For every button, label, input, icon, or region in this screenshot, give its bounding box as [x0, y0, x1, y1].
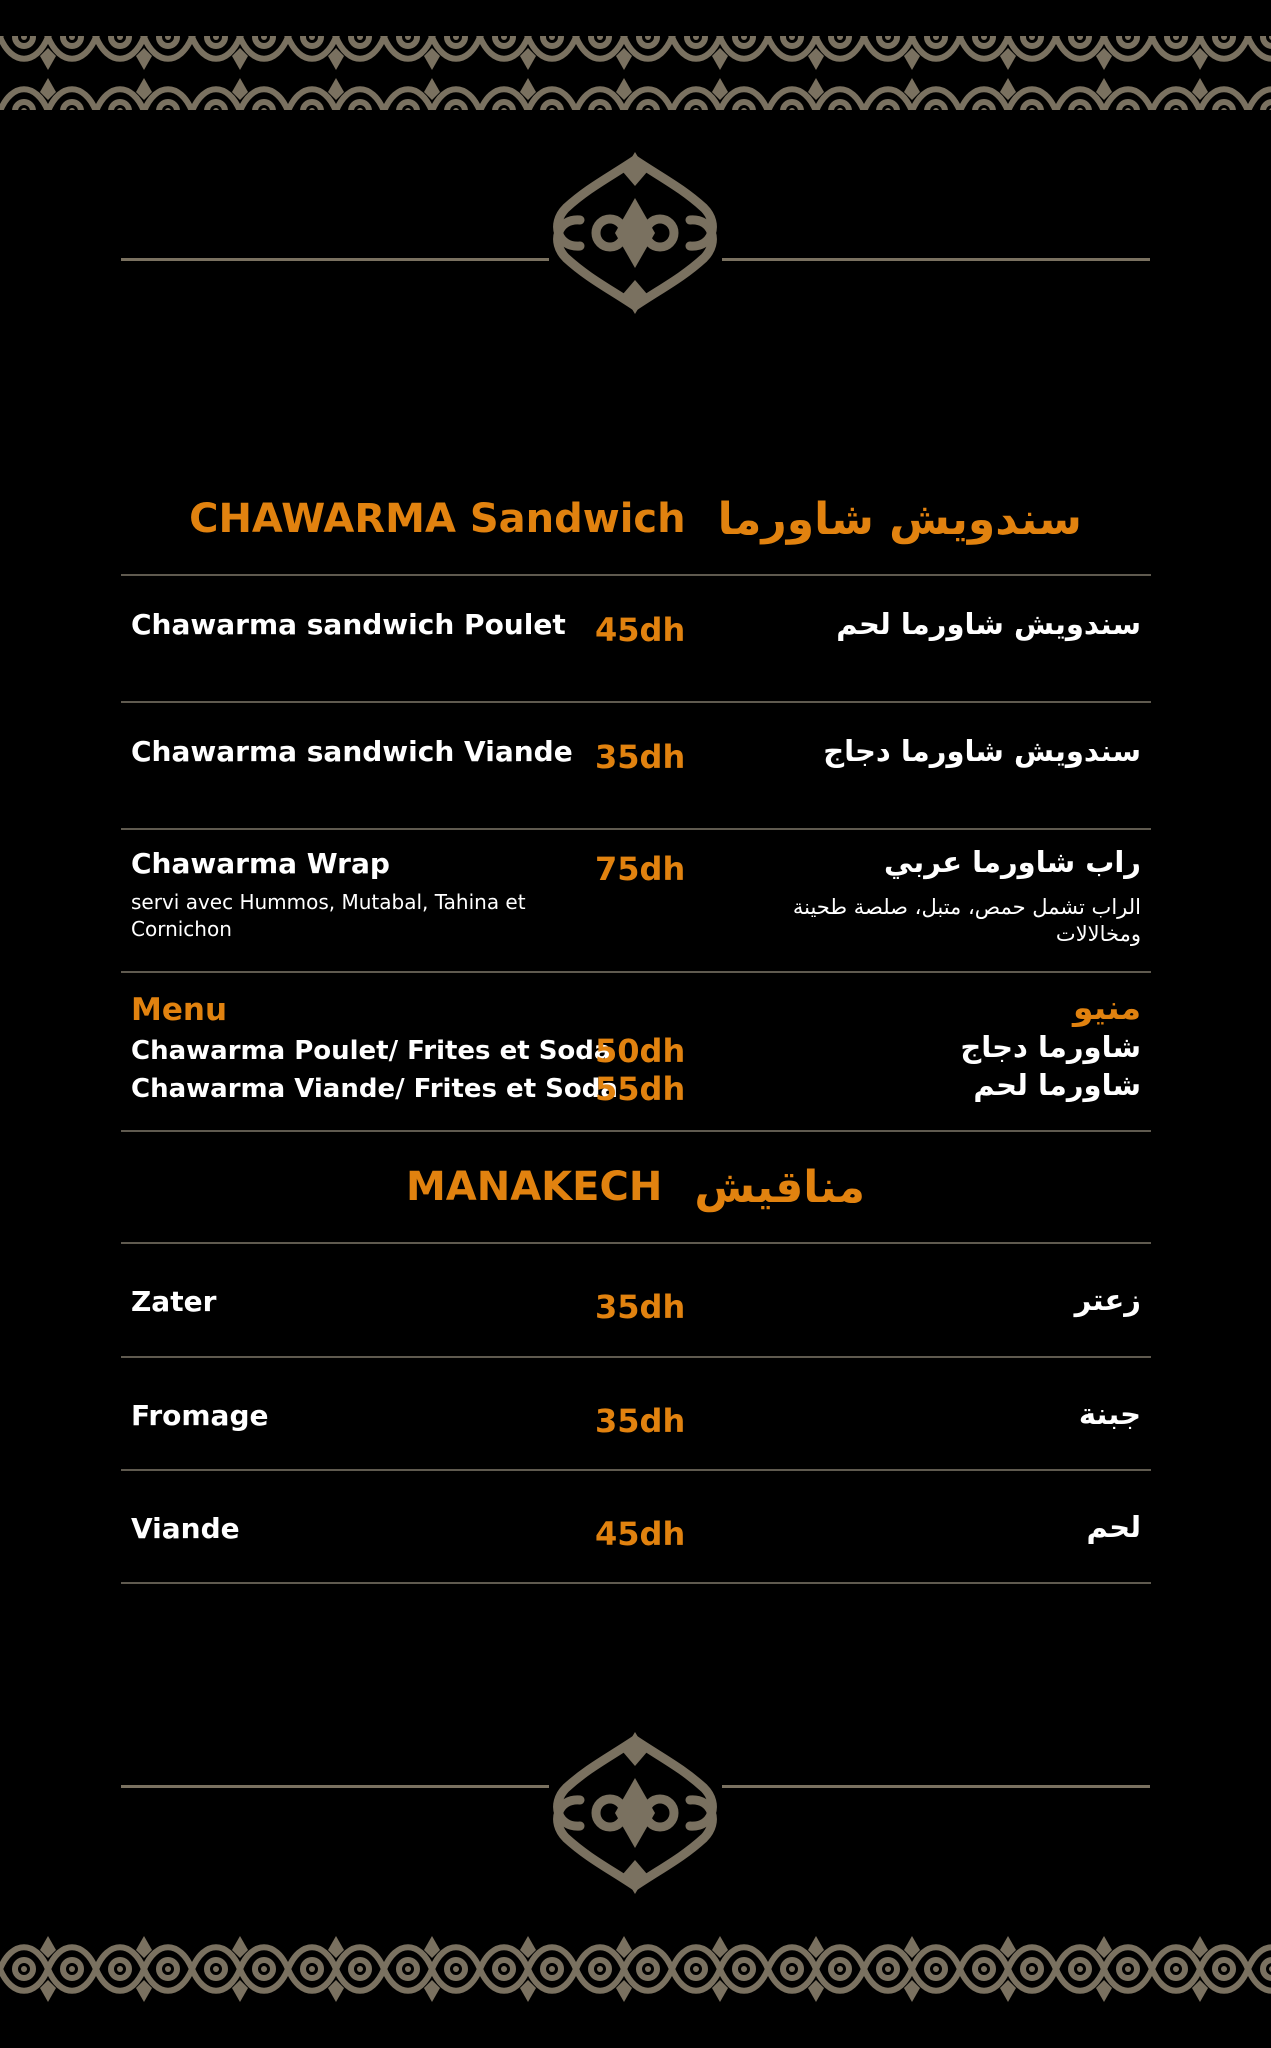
menu-label-fr: Menu — [131, 992, 228, 1028]
item-price: 35dh — [595, 1288, 686, 1326]
menu-item-row — [121, 575, 1151, 701]
top-ornament-line-right — [722, 258, 1150, 261]
chawarma-title-ar: سندويش شاورما — [717, 493, 1082, 545]
menu-item-row — [121, 829, 1151, 971]
divider — [121, 1130, 1151, 1132]
bottom-ornamental-border — [0, 1932, 1271, 2044]
item-name-ar: سندويش شاورما لحم — [836, 607, 1141, 641]
item-name-fr: Zater — [131, 1285, 217, 1318]
item-name-fr: Chawarma Wrap — [131, 847, 390, 880]
top-arabesque-medallion-icon — [548, 148, 722, 322]
item-name-ar: راب شاورما عربي — [883, 845, 1141, 879]
manakech-section-title — [0, 1162, 1271, 1212]
combo-name-ar: شاورما لحم — [973, 1068, 1141, 1102]
item-name-fr: Chawarma sandwich Poulet — [131, 608, 566, 641]
item-price: 35dh — [595, 738, 686, 776]
bottom-ornament-line-left — [121, 1785, 549, 1788]
divider — [121, 1582, 1151, 1584]
item-price: 45dh — [595, 1515, 686, 1553]
item-name-ar: سندويش شاورما دجاج — [823, 734, 1141, 768]
item-description-fr: servi avec Hummos, Mutabal, Tahina et Cornichon — [131, 890, 526, 941]
item-name-ar: لحم — [1086, 1510, 1141, 1544]
chawarma-title-fr: CHAWARMA Sandwich — [189, 496, 686, 542]
item-name-ar: زعتر — [1074, 1283, 1141, 1317]
item-price: 35dh — [595, 1402, 686, 1440]
item-price: 75dh — [595, 850, 686, 888]
top-ornamental-border — [0, 0, 1271, 112]
item-name-fr: Viande — [131, 1512, 240, 1545]
combo-name-ar: شاورما دجاج — [960, 1030, 1141, 1064]
combo-name-fr: Chawarma Viande/ Frites et Soda — [131, 1074, 618, 1104]
combo-price: 55dh — [595, 1070, 686, 1108]
item-description-ar: الراب تشمل حمص، متبل، صلصة طحينة ومخالالات — [792, 895, 1141, 946]
manakech-title-fr: MANAKECH — [405, 1164, 663, 1210]
menu-item-row — [121, 1357, 1151, 1470]
combo-name-fr: Chawarma Poulet/ Frites et Soda — [131, 1036, 612, 1066]
bottom-ornament-line-right — [722, 1785, 1150, 1788]
item-name-fr: Chawarma sandwich Viande — [131, 735, 573, 768]
menu-label-ar: منيو — [1072, 988, 1141, 1027]
item-name-fr: Fromage — [131, 1399, 269, 1432]
chawarma-section-title — [0, 494, 1271, 544]
combo-price: 50dh — [595, 1032, 686, 1070]
bottom-arabesque-medallion-icon — [548, 1728, 722, 1902]
menu-item-row — [121, 702, 1151, 828]
top-ornament-line-left — [121, 258, 549, 261]
menu-item-row — [121, 1243, 1151, 1356]
manakech-title-ar: مناقيش — [694, 1161, 866, 1213]
item-price: 45dh — [595, 611, 686, 649]
item-name-ar: جبنة — [1078, 1397, 1141, 1431]
menu-combo-block — [121, 972, 1151, 1130]
menu-item-row — [121, 1470, 1151, 1583]
